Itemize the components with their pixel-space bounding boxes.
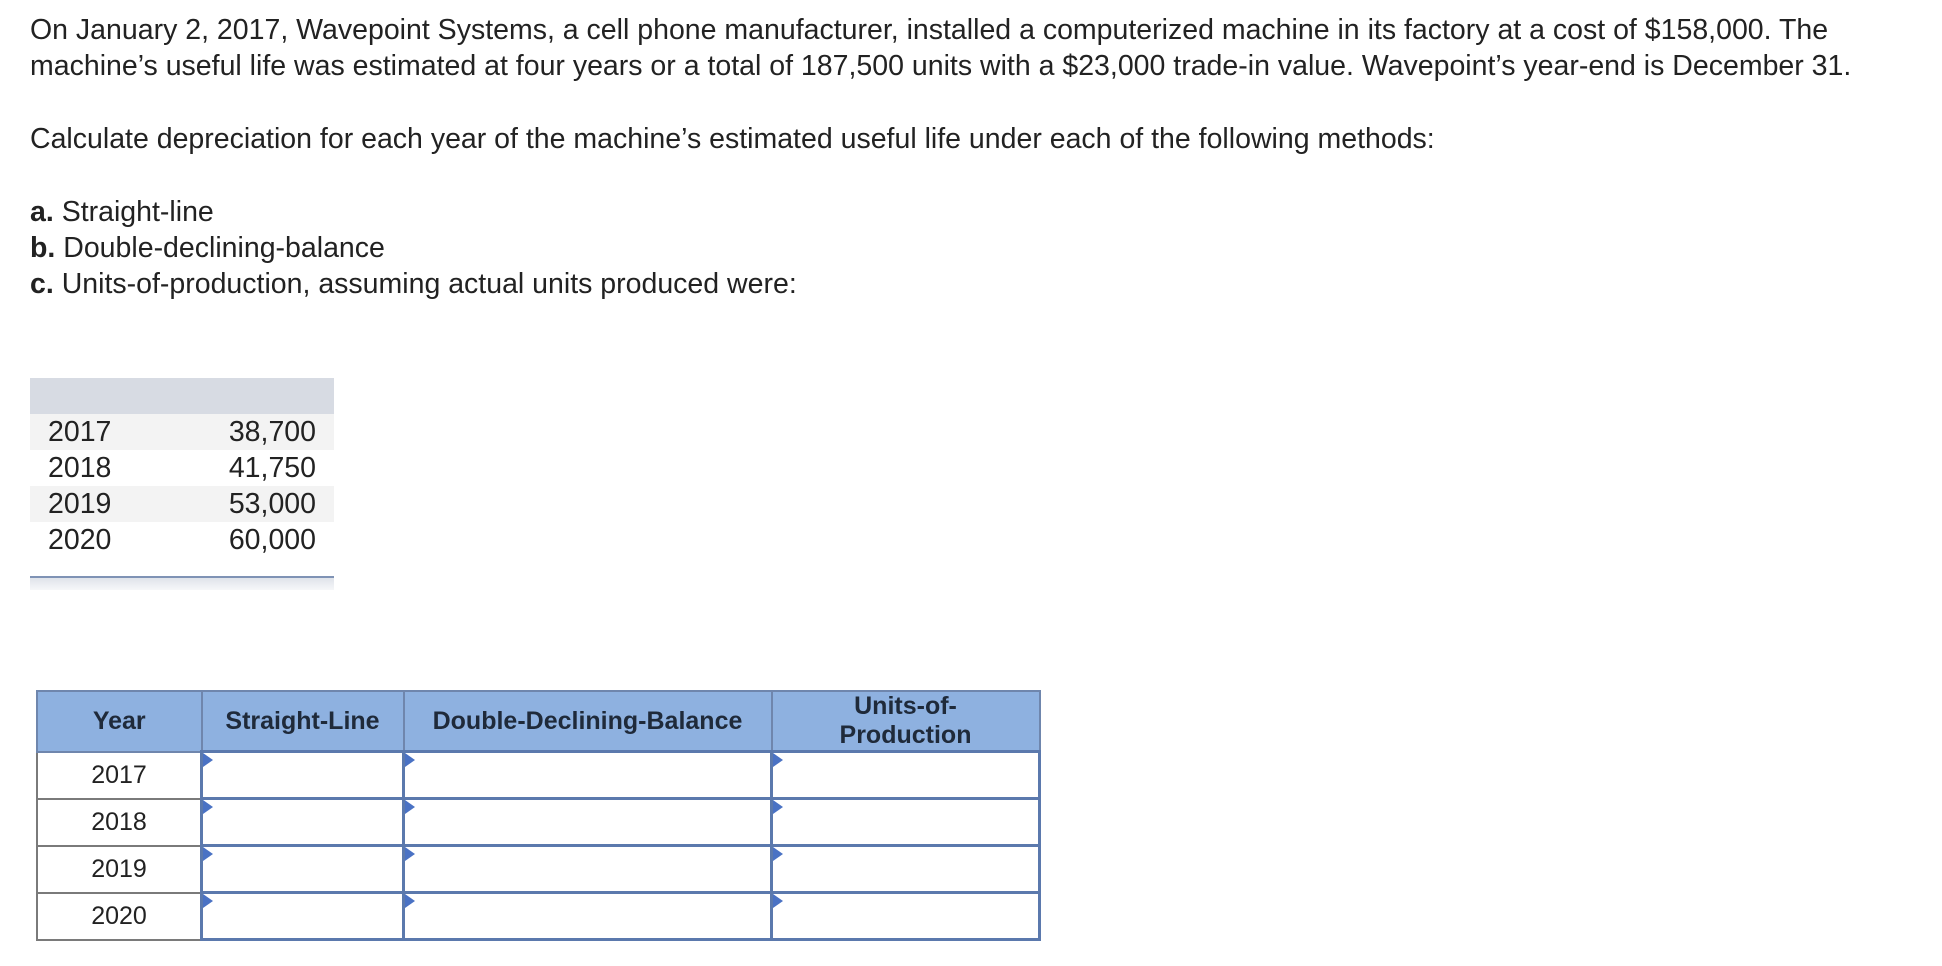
answer-year: 2017	[37, 752, 202, 799]
units-produced-table	[30, 378, 334, 590]
ddb-input-2019[interactable]	[405, 847, 770, 891]
units-value: 41,750	[228, 452, 316, 484]
units-of-production-cell	[772, 893, 1040, 940]
units-of-production-cell	[772, 846, 1040, 893]
units-table-body	[30, 414, 334, 558]
method-a-letter: a.	[30, 196, 54, 228]
units-value: 60,000	[228, 524, 316, 556]
units-row	[30, 414, 334, 450]
ddb-cell	[404, 752, 772, 799]
units-of-production-input-2018[interactable]	[773, 800, 1038, 844]
units-year: 2019	[48, 488, 112, 520]
straight-line-cell	[202, 799, 404, 846]
units-of-production-input-2020[interactable]	[773, 894, 1038, 938]
answer-header-row	[37, 691, 1040, 752]
units-year: 2018	[48, 452, 112, 484]
units-table-footer	[30, 576, 334, 590]
answer-row-2020	[37, 893, 1040, 940]
units-value: 38,700	[228, 416, 316, 448]
answer-row-2019	[37, 846, 1040, 893]
header-straight-line: Straight-Line	[202, 691, 404, 752]
answer-year: 2019	[37, 846, 202, 893]
header-units-of-production: Units-of-Production	[772, 691, 1040, 752]
straight-line-input-2019[interactable]	[203, 847, 402, 891]
units-row	[30, 450, 334, 486]
units-of-production-input-2017[interactable]	[773, 753, 1038, 797]
units-row	[30, 486, 334, 522]
units-row	[30, 522, 334, 558]
straight-line-cell	[202, 893, 404, 940]
units-of-production-cell	[772, 752, 1040, 799]
straight-line-cell	[202, 752, 404, 799]
straight-line-cell	[202, 846, 404, 893]
header-year: Year	[37, 691, 202, 752]
ddb-cell	[404, 799, 772, 846]
ddb-cell	[404, 846, 772, 893]
answer-row-2017	[37, 752, 1040, 799]
problem-paragraph-1: On January 2, 2017, Wavepoint Systems, a cell phone manufacturer, installed a computerized machine in its factory at a cost of $158,000. The machine’s useful life was estimated at four years or a total of 187,500 units with a $23,000 trade-in value. Wavepoint’s year-end is December 31.	[30, 14, 1852, 82]
units-of-production-cell	[772, 799, 1040, 846]
method-b	[30, 230, 1910, 266]
straight-line-input-2017[interactable]	[203, 753, 402, 797]
ddb-input-2017[interactable]	[405, 753, 770, 797]
ddb-cell	[404, 893, 772, 940]
method-b-text: Double-declining-balance	[63, 232, 385, 264]
method-a-text: Straight-line	[61, 196, 214, 228]
answer-year: 2018	[37, 799, 202, 846]
header-double-declining-balance: Double-Declining-Balance	[404, 691, 772, 752]
depreciation-answer-table	[36, 690, 1041, 941]
units-year: 2017	[48, 416, 112, 448]
ddb-input-2020[interactable]	[405, 894, 770, 938]
units-table-header	[30, 378, 334, 414]
method-c	[30, 266, 1910, 302]
answer-row-2018	[37, 799, 1040, 846]
units-year: 2020	[48, 524, 112, 556]
problem-paragraph-2: Calculate depreciation for each year of the machine’s estimated useful life under each of the following methods:	[30, 123, 1435, 155]
ddb-input-2018[interactable]	[405, 800, 770, 844]
method-b-letter: b.	[30, 232, 56, 264]
problem-text	[30, 12, 1910, 302]
straight-line-input-2018[interactable]	[203, 800, 402, 844]
method-c-letter: c.	[30, 268, 54, 300]
units-value: 53,000	[228, 488, 316, 520]
method-c-text: Units-of-production, assuming actual units produced were:	[61, 268, 797, 300]
straight-line-input-2020[interactable]	[203, 894, 402, 938]
units-of-production-input-2019[interactable]	[773, 847, 1038, 891]
method-a	[30, 194, 1910, 230]
answer-year: 2020	[37, 893, 202, 940]
